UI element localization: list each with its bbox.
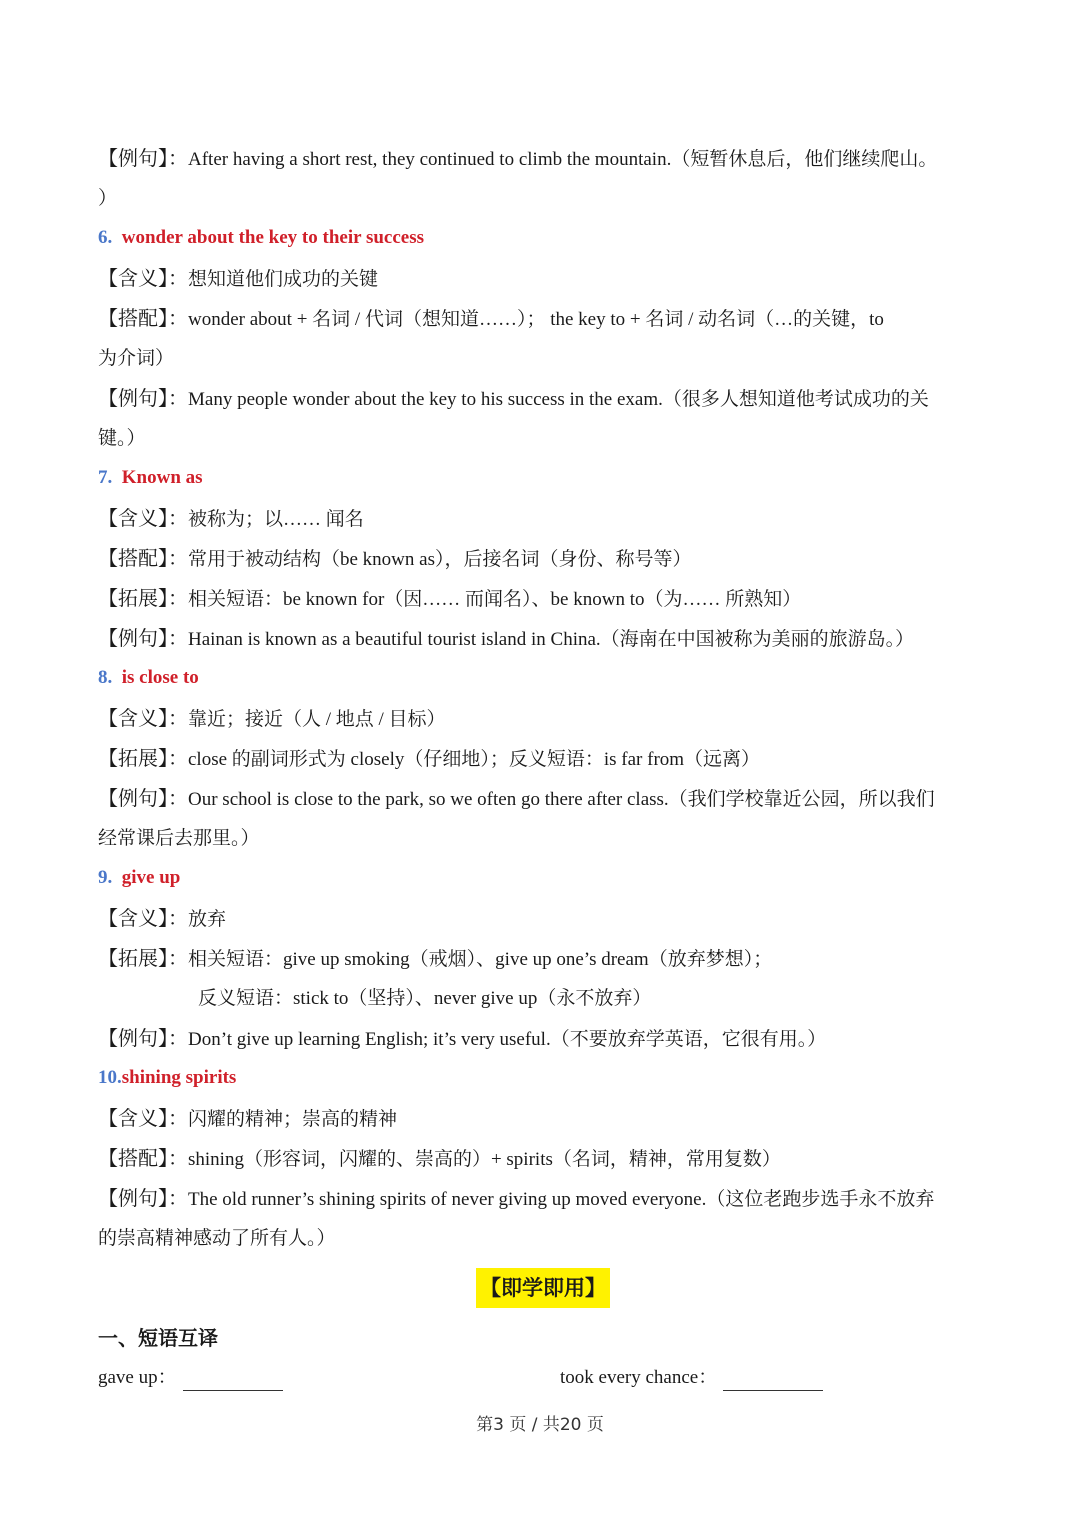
- entry-text: wonder about + 名词 / 代词（想知道……）； the key to + 名词 / 动名词（…的关键，to: [188, 309, 884, 330]
- entry-line: [98, 618, 988, 658]
- entry-line: [98, 538, 988, 578]
- label: 【例句】：: [98, 1186, 188, 1210]
- label: 【拓展】：: [98, 946, 188, 970]
- entry-text: The old runner’s shining spirits of never giving up moved everyone.（这位老跑步选手永不放弃: [188, 1189, 935, 1210]
- entry-text: 经常课后去那里。）: [98, 828, 260, 849]
- phrase-number: 9.: [98, 867, 113, 888]
- entry-line-continued: [98, 338, 988, 378]
- label: 【含义】：: [98, 266, 188, 290]
- entry-line: [98, 378, 988, 418]
- label: 【例句】：: [98, 786, 188, 810]
- phrase-number: 6.: [98, 227, 113, 248]
- label: 【例句】：: [98, 1026, 188, 1050]
- entry-line-continued: [98, 1218, 988, 1258]
- entry-line: [98, 978, 988, 1018]
- exercise-left-prompt: gave up：: [98, 1367, 177, 1388]
- entry-line: [98, 1018, 988, 1058]
- entry-line: [98, 498, 988, 538]
- label: 【搭配】：: [98, 306, 188, 330]
- phrase-number: 10.: [98, 1067, 122, 1088]
- label: 【含义】：: [98, 506, 188, 530]
- entry-text: 反义短语：stick to（坚持）、never give up（永不放弃）: [198, 988, 652, 1009]
- entry-text: 闪耀的精神；崇高的精神: [188, 1109, 398, 1130]
- phrase-title: shining spirits: [121, 1067, 237, 1088]
- example-line: [98, 138, 988, 178]
- label: 【含义】：: [98, 906, 188, 930]
- phrase-number: 8.: [98, 667, 113, 688]
- entry-text: 的崇高精神感动了所有人。）: [98, 1228, 336, 1249]
- entry-text: close 的副词形式为 closely（仔细地）；反义短语：is far from（远离）: [188, 749, 761, 770]
- example-text: After having a short rest, they continued to climb the mountain.（短暂休息后，他们继续爬山。: [188, 149, 938, 170]
- document-page: [98, 138, 988, 1398]
- phrase-heading: [98, 858, 988, 898]
- entry-text: Many people wonder about the key to his success in the exam.（很多人想知道他考试成功的关: [188, 389, 929, 410]
- phrase-title: give up: [121, 867, 181, 888]
- phrase-heading: [98, 658, 988, 698]
- phrase-title: is close to: [121, 667, 199, 688]
- phrase-title: Known as: [121, 467, 203, 488]
- label: 【例句】：: [98, 146, 188, 170]
- entry-text: 被称为；以…… 闻名: [188, 509, 364, 530]
- exercise-left: [98, 1358, 283, 1398]
- entry-line: [98, 578, 988, 618]
- practice-banner-wrap: [98, 1268, 988, 1316]
- entry-text: Our school is close to the park, so we often go there after class.（我们学校靠近公园，所以我们: [188, 789, 935, 810]
- entry-line: [98, 938, 988, 978]
- entry-line: [98, 898, 988, 938]
- practice-banner: 【即学即用】: [476, 1268, 610, 1308]
- label: 【搭配】：: [98, 546, 188, 570]
- label: 【含义】：: [98, 706, 188, 730]
- exercise-row: [98, 1358, 988, 1398]
- entry-line: [98, 738, 988, 778]
- exercise-right-prompt: took every chance：: [560, 1367, 718, 1388]
- entry-text: 放弃: [188, 909, 227, 930]
- section-title: 一、短语互译: [98, 1326, 218, 1350]
- label: 【例句】：: [98, 386, 188, 410]
- phrase-heading: [98, 218, 988, 258]
- entry-text: 相关短语：be known for（因…… 而闻名）、be known to（为…… 所熟知）: [188, 589, 802, 610]
- entry-line: [98, 1178, 988, 1218]
- entry-text: Don’t give up learning English; it’s very useful.（不要放弃学英语，它很有用。）: [188, 1029, 827, 1050]
- entry-text: 想知道他们成功的关键: [188, 269, 379, 290]
- answer-blank[interactable]: [183, 1366, 283, 1391]
- label: 【含义】：: [98, 1106, 188, 1130]
- answer-blank[interactable]: [723, 1366, 823, 1391]
- entry-line-continued: [98, 418, 988, 458]
- entry-text: 为介词）: [98, 348, 175, 369]
- entry-text: 常用于被动结构（be known as），后接名词（身份、称号等）: [188, 549, 692, 570]
- phrase-entries: [98, 218, 988, 1258]
- phrase-heading: [98, 1058, 988, 1098]
- label: 【例句】：: [98, 626, 188, 650]
- label: 【拓展】：: [98, 586, 188, 610]
- phrase-heading: [98, 458, 988, 498]
- entry-line: [98, 1098, 988, 1138]
- phrase-number: 7.: [98, 467, 113, 488]
- phrase-title: wonder about the key to their success: [121, 227, 424, 248]
- entry-line: [98, 258, 988, 298]
- entry-line-continued: [98, 818, 988, 858]
- exercise-right: [560, 1358, 823, 1398]
- example-text-continued: ）: [98, 187, 118, 209]
- entry-text: 键。）: [98, 428, 146, 449]
- entry-line: [98, 1138, 988, 1178]
- entry-text: 靠近；接近（人 / 地点 / 目标）: [188, 709, 446, 730]
- entry-line: [98, 778, 988, 818]
- example-line-continued: [98, 178, 988, 218]
- entry-line: [98, 298, 988, 338]
- page-footer: 第3 页 / 共20 页: [476, 1415, 604, 1435]
- entry-text: shining（形容词，闪耀的、崇高的）+ spirits（名词，精神，常用复数）: [188, 1149, 781, 1170]
- entry-text: 相关短语：give up smoking（戒烟）、give up one’s dream（放弃梦想）；: [188, 949, 773, 970]
- entry-line: [98, 698, 988, 738]
- label: 【拓展】：: [98, 746, 188, 770]
- entry-text: Hainan is known as a beautiful tourist island in China.（海南在中国被称为美丽的旅游岛。）: [188, 629, 915, 650]
- label: 【搭配】：: [98, 1146, 188, 1170]
